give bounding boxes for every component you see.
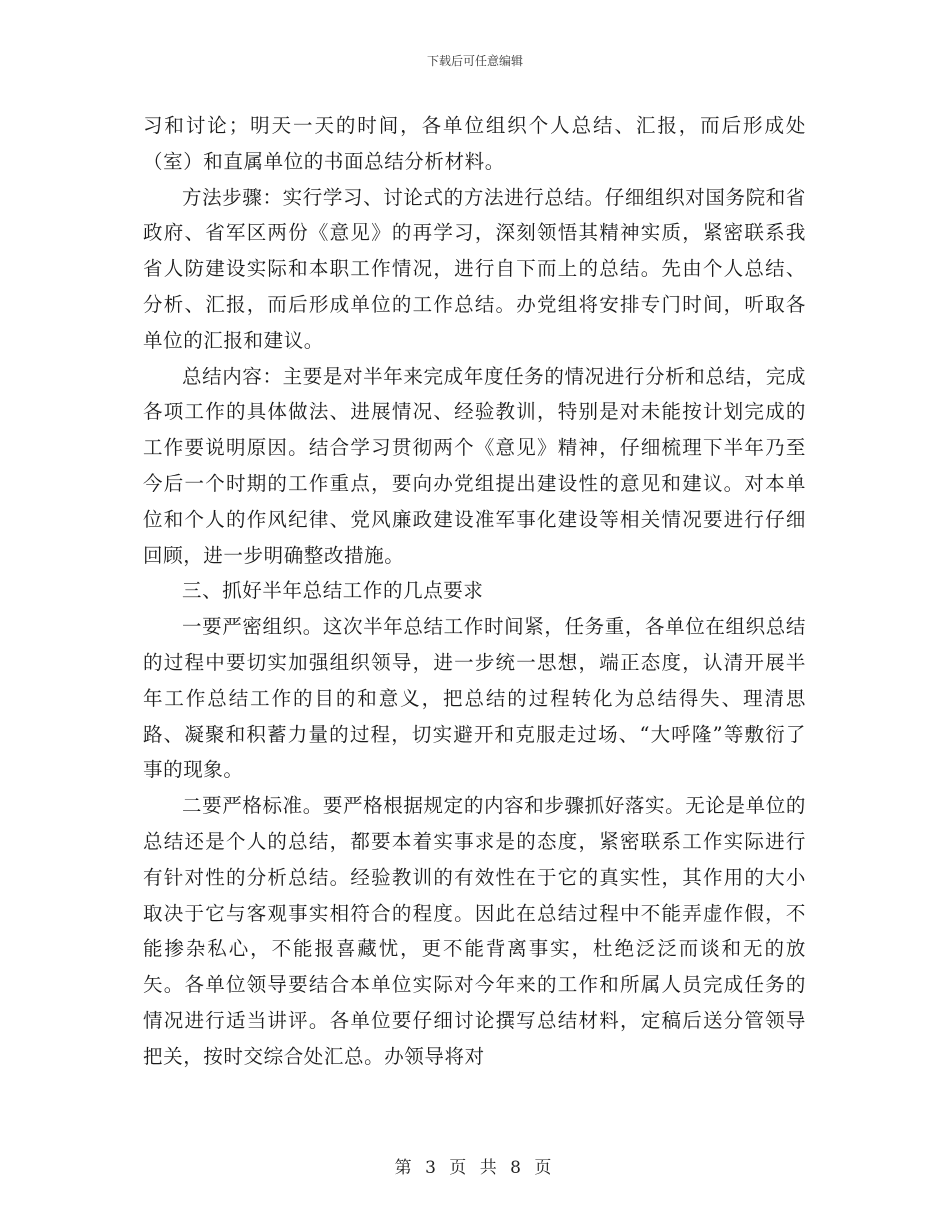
document-body <box>143 108 806 1075</box>
paragraph-5: 二要严格标准。要严格根据规定的内容和步骤抓好落实。无论是单位的总结还是个人的总结，都要本着实事求是的态度，紧密联系工作实际进行有针对性的分析总结。经验教训的有效性在于它的真实性，其作用的大小取决于它与客观事实相符合的程度。因此在总结过程中不能弄虚作假，不能掺杂私心，不能报喜藏忧，更不能背离事实，杜绝泛泛而谈和无的放矢。各单位领导要结合本单位实际对今年来的工作和所属人员完成任务的情况进行适当讲评。各单位要仔细讨论撰写总结材料，定稿后送分管领导把关，按时交综合处汇总。办领导将对 <box>143 794 806 1068</box>
paragraph-2: 方法步骤：实行学习、讨论式的方法进行总结。仔细组织对国务院和省政府、省军区两份《意见》的再学习，深刻领悟其精神实质，紧密联系我省人防建设实际和本职工作情况，进行自下而上的总结。先由个人总结、分析、汇报，而后形成单位的工作总结。办党组将安排专门时间，听取各单位的汇报和建议。 <box>143 185 806 352</box>
paragraph-1: 习和讨论；明天一天的时间，各单位组织个人总结、汇报，而后形成处（室）和直属单位的书面总结分析材料。 <box>143 114 806 173</box>
paragraph-3: 总结内容：主要是对半年来完成年度任务的情况进行分析和总结，完成各项工作的具体做法、进展情况、经验教训，特别是对未能按计划完成的工作要说明原因。结合学习贯彻两个《意见》精神，仔细梳理下半年乃至今后一个时期的工作重点，要向办党组提出建设性的意见和建议。对本单位和个人的作风纪律、党风廉政建设准军事化建设等相关情况要进行仔细回顾，进一步明确整改措施。 <box>143 364 806 567</box>
section-heading-3: 三、抓好半年总结工作的几点要求 <box>182 579 484 603</box>
page-footer-number: 第 3 页 共 8 页 <box>394 1158 556 1178</box>
page-header-note: 下载后可任意编辑 <box>426 54 523 68</box>
paragraph-4: 一要严密组织。这次半年总结工作时间紧，任务重，各单位在组织总结的过程中要切实加强组织领导，进一步统一思想，端正态度，认清开展半年工作总结工作的目的和意义，把总结的过程转化为总结得失、理清思路、凝聚和积蓄力量的过程，切实避开和克服走过场、“大呼隆”等敷衍了事的现象。 <box>143 615 806 782</box>
